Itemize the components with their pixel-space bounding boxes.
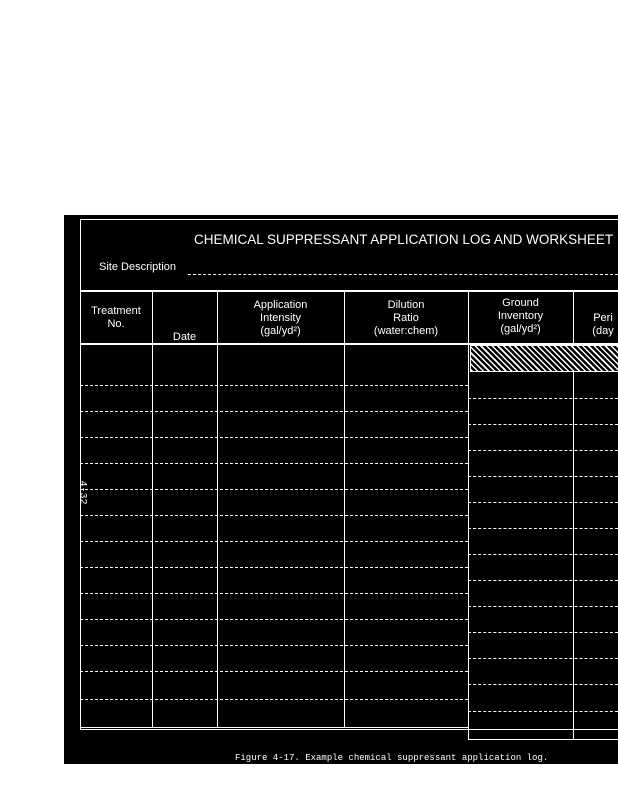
row-rule bbox=[468, 502, 618, 503]
column-header-ground-inventory: Ground Inventory (gal/yd²) bbox=[497, 297, 544, 335]
column-divider bbox=[468, 290, 469, 740]
row-rule bbox=[468, 632, 618, 633]
table-bottom-rule bbox=[468, 739, 618, 740]
column-divider bbox=[152, 290, 153, 728]
row-rule bbox=[80, 645, 468, 646]
row-rule bbox=[80, 411, 468, 412]
row-rule bbox=[80, 489, 468, 490]
hatched-cell bbox=[470, 345, 618, 372]
column-header-period: Peri (day bbox=[592, 312, 614, 337]
row-rule bbox=[80, 437, 468, 438]
row-rule bbox=[80, 567, 468, 568]
row-rule bbox=[468, 658, 618, 659]
column-header-application-intensity: Application Intensity (gal/yd²) bbox=[253, 299, 308, 337]
row-rule bbox=[80, 593, 468, 594]
table-bottom-rule bbox=[80, 727, 468, 728]
column-header-dilution-ratio: Dilution Ratio (water:chem) bbox=[373, 299, 439, 337]
column-header-date: Date bbox=[172, 331, 197, 343]
row-rule bbox=[468, 424, 618, 425]
row-rule bbox=[468, 606, 618, 607]
site-description-line bbox=[188, 274, 618, 275]
header-top-rule bbox=[80, 290, 618, 292]
form-frame bbox=[80, 219, 618, 730]
row-rule bbox=[468, 476, 618, 477]
column-divider bbox=[217, 290, 218, 728]
row-rule bbox=[468, 398, 618, 399]
site-description-label: Site Description bbox=[99, 261, 177, 273]
row-rule bbox=[80, 619, 468, 620]
page-number: 4-32 bbox=[76, 480, 88, 505]
row-rule bbox=[468, 580, 618, 581]
row-rule bbox=[80, 385, 468, 386]
row-rule bbox=[468, 450, 618, 451]
form-title: CHEMICAL SUPPRESSANT APPLICATION LOG AND WORKSHEET bbox=[194, 232, 614, 247]
row-rule bbox=[80, 515, 468, 516]
column-header-treatment: Treatment No. bbox=[91, 305, 141, 330]
scanned-page bbox=[64, 215, 618, 764]
row-rule bbox=[80, 541, 468, 542]
column-divider bbox=[344, 290, 345, 728]
row-rule bbox=[468, 554, 618, 555]
row-rule bbox=[80, 699, 468, 700]
figure-caption: Figure 4-17. Example chemical suppressant application log. bbox=[235, 753, 549, 763]
row-rule bbox=[80, 463, 468, 464]
row-rule bbox=[468, 684, 618, 685]
row-rule bbox=[468, 528, 618, 529]
row-rule bbox=[80, 671, 468, 672]
row-rule bbox=[468, 711, 618, 712]
